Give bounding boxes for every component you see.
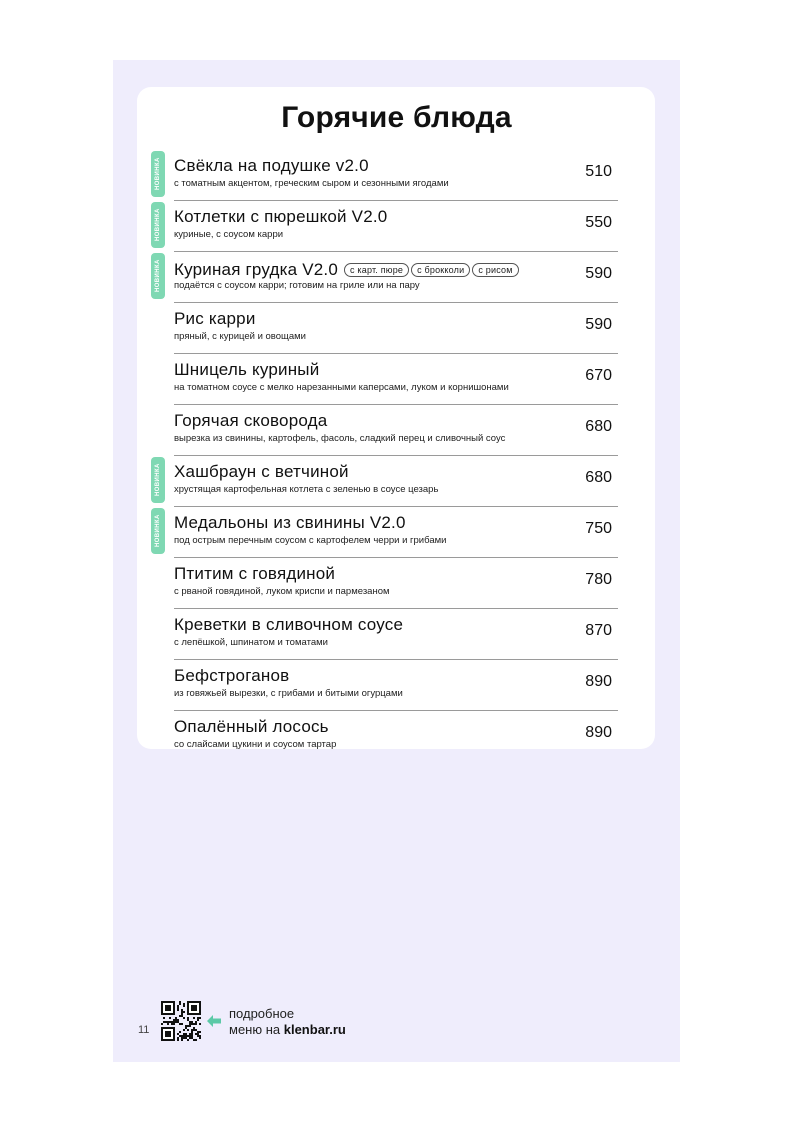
menu-list (155, 150, 618, 761)
dish-price: 750 (585, 520, 612, 537)
dish-description: куриные, с соусом карри (174, 229, 284, 240)
dish-name (174, 564, 335, 584)
dish-description: из говяжьей вырезки, с грибами и битыми огурцами (174, 688, 403, 699)
menu-item (155, 150, 618, 200)
dish-description: хрустящая картофельная котлета с зеленью в соусе цезарь (174, 484, 439, 495)
dish-description: под острым перечным соусом с картофелем черри и грибами (174, 535, 447, 546)
dish-description: со слайсами цукини и соусом тартар (174, 739, 337, 750)
website-link[interactable]: klenbar.ru (283, 1022, 346, 1037)
side-options (344, 258, 521, 278)
dish-name (174, 615, 403, 635)
dish-name-text: Хашбраун с ветчиной (174, 462, 349, 481)
new-badge: НОВИНКА (151, 508, 165, 554)
dish-name (174, 360, 319, 380)
side-option-chip[interactable]: с брокколи (411, 263, 470, 277)
dish-name (174, 666, 289, 686)
dish-name (174, 207, 387, 227)
info-prefix: меню на (229, 1022, 284, 1037)
dish-name-text: Птитим с говядиной (174, 564, 336, 583)
menu-item (174, 557, 618, 608)
dish-price: 670 (585, 367, 612, 384)
website-info (229, 1006, 346, 1038)
new-badge: НОВИНКА (151, 457, 165, 503)
menu-item (174, 710, 618, 761)
dish-price: 590 (585, 265, 612, 282)
dish-name-text: Бефстроганов (174, 666, 290, 685)
dish-name-text: Шницель куриный (174, 360, 320, 379)
dish-price: 870 (585, 622, 612, 639)
info-line-2 (229, 1022, 346, 1038)
dish-name (174, 717, 329, 737)
menu-item (174, 404, 618, 455)
dish-name-text: Горячая сковорода (174, 411, 328, 430)
menu-item (174, 659, 618, 710)
new-badge: НОВИНКА (151, 151, 165, 197)
dish-name-text: Опалённый лосось (174, 717, 329, 736)
dish-name-text: Котлетки с пюрешкой V2.0 (174, 207, 388, 226)
dish-description: подаётся с соусом карри; готовим на гриле или на пару (174, 280, 420, 291)
menu-item (155, 200, 618, 251)
dish-description: с лепёшкой, шпинатом и томатами (174, 637, 328, 648)
new-badge: НОВИНКА (151, 253, 165, 299)
dish-price: 510 (585, 163, 612, 180)
dish-description: пряный, с курицей и овощами (174, 331, 306, 342)
menu-item (174, 302, 618, 353)
menu-item (174, 608, 618, 659)
dish-name (174, 462, 349, 482)
dish-name (174, 513, 406, 533)
dish-description: на томатном соусе с мелко нарезанными каперсами, луком и корнишонами (174, 382, 509, 393)
dish-name-text: Медальоны из свинины V2.0 (174, 513, 406, 532)
dish-name (174, 258, 521, 280)
menu-item (155, 455, 618, 506)
dish-name-text: Куриная грудка V2.0 (174, 260, 339, 279)
arrow-left-icon (207, 1015, 221, 1027)
dish-description: с рваной говядиной, луком криспи и пармезаном (174, 586, 390, 597)
info-line-1: подробное (229, 1006, 295, 1021)
dish-name-text: Креветки в сливочном соусе (174, 615, 404, 634)
dish-name-text: Свёкла на подушке v2.0 (174, 156, 369, 175)
side-option-chip[interactable]: с рисом (472, 263, 518, 277)
dish-name (174, 309, 256, 329)
dish-price: 680 (585, 469, 612, 486)
new-badge: НОВИНКА (151, 202, 165, 248)
dish-price: 780 (585, 571, 612, 588)
dish-name (174, 156, 369, 176)
dish-price: 680 (585, 418, 612, 435)
dish-price: 890 (585, 724, 612, 741)
qr-code-icon[interactable] (161, 1001, 201, 1041)
menu-item (174, 353, 618, 404)
section-title: Горячие блюда (281, 101, 512, 134)
page-number: 11 (138, 1024, 150, 1036)
dish-price: 550 (585, 214, 612, 231)
dish-name (174, 411, 327, 431)
dish-price: 590 (585, 316, 612, 333)
dish-description: с томатным акцентом, греческим сыром и сезонными ягодами (174, 178, 449, 189)
side-option-chip[interactable]: с карт. пюре (344, 263, 409, 277)
dish-description: вырезка из свинины, картофель, фасоль, сладкий перец и сливочный соус (174, 433, 506, 444)
dish-name-text: Рис карри (174, 309, 256, 328)
menu-item (155, 251, 618, 302)
menu-item (155, 506, 618, 557)
dish-price: 890 (585, 673, 612, 690)
